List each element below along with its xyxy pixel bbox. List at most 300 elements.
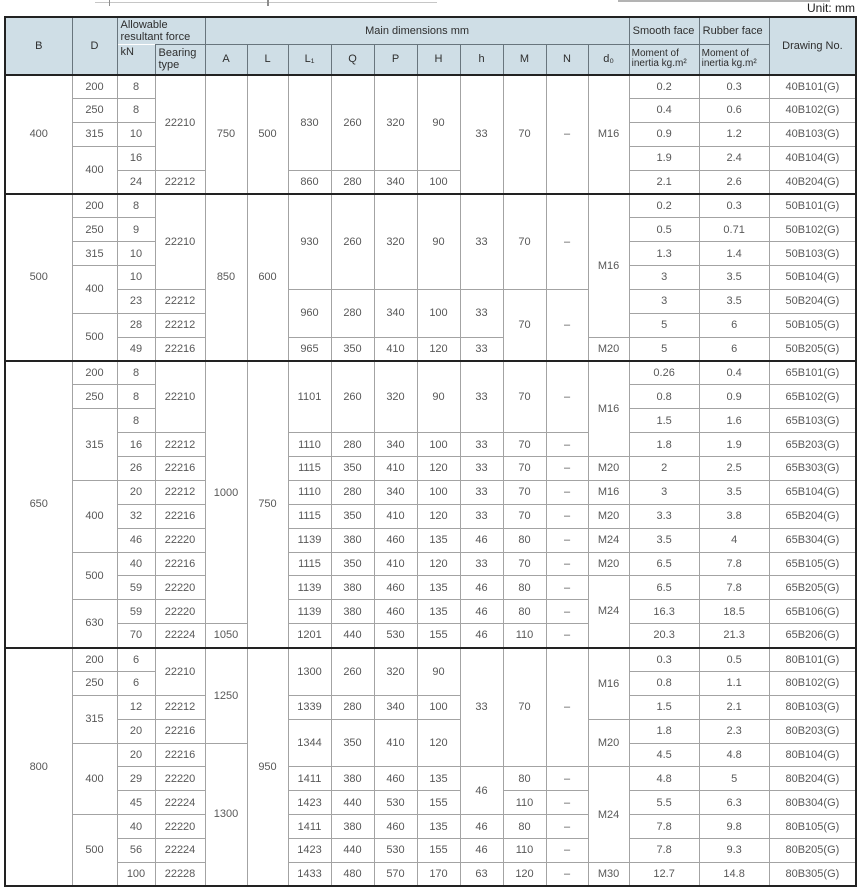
table-cell: 930 <box>288 194 331 290</box>
table-cell: 80B203(G) <box>769 719 856 743</box>
table-cell: 6 <box>699 313 769 337</box>
table-cell: 410 <box>374 552 417 576</box>
table-row <box>5 600 856 624</box>
table-cell: 22220 <box>155 576 205 600</box>
table-cell: 1000 <box>205 361 247 624</box>
table-cell: 3 <box>629 289 699 313</box>
table-cell: 120 <box>417 337 460 361</box>
table-row <box>5 624 856 648</box>
table-cell: 110 <box>503 624 546 648</box>
table-cell: 950 <box>247 648 288 887</box>
table-cell: 33 <box>460 480 503 504</box>
table-cell: 8 <box>117 194 155 218</box>
table-cell: 22210 <box>155 75 205 171</box>
col-header-b: B <box>5 17 72 75</box>
table-cell: 600 <box>247 194 288 361</box>
table-cell: 22216 <box>155 719 205 743</box>
table-cell: 22216 <box>155 337 205 361</box>
table-cell: 0.2 <box>629 75 699 99</box>
table-cell: 1110 <box>288 480 331 504</box>
table-cell: 5 <box>699 767 769 791</box>
table-cell: 65B104(G) <box>769 480 856 504</box>
table-row <box>5 791 856 815</box>
table-cell: 10 <box>117 242 155 266</box>
table-cell: 3.5 <box>629 528 699 552</box>
col-header-drawing-no: Drawing No. <box>769 17 856 75</box>
table-cell: 315 <box>72 242 117 266</box>
table-cell: 200 <box>72 75 117 99</box>
table-cell: 1.3 <box>629 242 699 266</box>
table-cell: 0.2 <box>629 194 699 218</box>
table-cell: 46 <box>460 528 503 552</box>
table-cell: 46 <box>460 576 503 600</box>
table-cell: 22220 <box>155 600 205 624</box>
table-cell: 530 <box>374 791 417 815</box>
col-header-dim-p: P <box>374 45 417 75</box>
table-cell: 1050 <box>205 624 247 648</box>
table-cell: 350 <box>331 337 374 361</box>
unit-label: Unit: mm <box>807 1 855 15</box>
table-cell: 22212 <box>155 289 205 313</box>
table-cell: 90 <box>417 361 460 433</box>
table-cell: 170 <box>417 862 460 886</box>
table-row <box>5 194 856 218</box>
table-cell: 630 <box>72 600 117 648</box>
table-cell: 460 <box>374 767 417 791</box>
table-cell: 410 <box>374 457 417 481</box>
table-row <box>5 695 856 719</box>
table-cell: 1139 <box>288 600 331 624</box>
table-cell: 5 <box>629 313 699 337</box>
table-cell: 410 <box>374 719 417 767</box>
table-row <box>5 504 856 528</box>
table-cell: 33 <box>460 75 503 194</box>
table-cell: 65B303(G) <box>769 457 856 481</box>
header-row-1 <box>5 17 856 45</box>
table-cell: 70 <box>503 457 546 481</box>
table-cell: 410 <box>374 504 417 528</box>
table-cell: 400 <box>5 75 72 194</box>
table-cell: 440 <box>331 839 374 863</box>
table-cell: 120 <box>417 504 460 528</box>
table-cell: 350 <box>331 552 374 576</box>
table-cell: 155 <box>417 839 460 863</box>
table-cell: 40B204(G) <box>769 170 856 194</box>
table-cell: 7.8 <box>629 815 699 839</box>
table-cell: – <box>546 457 588 481</box>
table-cell: 2 <box>629 457 699 481</box>
table-cell: – <box>546 552 588 576</box>
table-cell: 80B105(G) <box>769 815 856 839</box>
table-cell: 120 <box>417 457 460 481</box>
table-cell: M16 <box>588 361 629 457</box>
table-cell: 6.5 <box>629 576 699 600</box>
table-cell: 750 <box>205 75 247 194</box>
table-cell: 340 <box>374 289 417 337</box>
table-cell: – <box>546 815 588 839</box>
col-header-dim-h-upper: H <box>417 45 460 75</box>
table-cell: 56 <box>117 839 155 863</box>
table-cell: 70 <box>503 433 546 457</box>
table-cell: 380 <box>331 767 374 791</box>
table-cell: 63 <box>460 862 503 886</box>
table-cell: 500 <box>5 194 72 361</box>
table-cell: 80B304(G) <box>769 791 856 815</box>
table-cell: 1300 <box>205 743 247 886</box>
table-cell: 100 <box>417 170 460 194</box>
col-header-dim-n: N <box>546 45 588 75</box>
table-cell: 80B103(G) <box>769 695 856 719</box>
table-cell: 410 <box>374 337 417 361</box>
table-cell: 260 <box>331 194 374 290</box>
table-cell: 80 <box>503 528 546 552</box>
table-cell: 7.8 <box>699 576 769 600</box>
table-cell: 16.3 <box>629 600 699 624</box>
table-cell: 9.3 <box>699 839 769 863</box>
table-cell: 250 <box>72 218 117 242</box>
table-cell: 1139 <box>288 528 331 552</box>
table-cell: 440 <box>331 791 374 815</box>
table-row <box>5 648 856 672</box>
table-cell: M16 <box>588 648 629 720</box>
table-cell: 33 <box>460 337 503 361</box>
table-cell: 0.3 <box>699 194 769 218</box>
table-cell: 965 <box>288 337 331 361</box>
table-cell: 80 <box>503 767 546 791</box>
table-cell: 59 <box>117 576 155 600</box>
col-header-dim-d0: d₀ <box>588 45 629 75</box>
table-cell: 2.6 <box>699 170 769 194</box>
table-cell: 2.1 <box>629 170 699 194</box>
table-cell: 40 <box>117 552 155 576</box>
table-cell: – <box>546 433 588 457</box>
table-cell: 22224 <box>155 791 205 815</box>
table-cell: – <box>546 767 588 791</box>
table-cell: 1201 <box>288 624 331 648</box>
col-header-kn: kN <box>117 45 155 75</box>
table-cell: 1139 <box>288 576 331 600</box>
table-cell: 80B305(G) <box>769 862 856 886</box>
table-cell: 7.8 <box>699 552 769 576</box>
table-cell: 3.5 <box>699 480 769 504</box>
table-cell: 280 <box>331 289 374 337</box>
table-row <box>5 361 856 385</box>
table-cell: 0.9 <box>699 385 769 409</box>
table-cell: 50B102(G) <box>769 218 856 242</box>
table-cell: 65B206(G) <box>769 624 856 648</box>
table-cell: 10 <box>117 266 155 290</box>
table-cell: 16 <box>117 433 155 457</box>
table-cell: 33 <box>460 552 503 576</box>
table-cell: 500 <box>72 552 117 600</box>
table-cell: 1423 <box>288 839 331 863</box>
table-cell: 135 <box>417 600 460 624</box>
table-cell: 380 <box>331 528 374 552</box>
col-header-force-group: Allowable resultant force <box>117 17 205 45</box>
table-cell: 320 <box>374 194 417 290</box>
table-cell: 280 <box>331 480 374 504</box>
table-cell: 70 <box>117 624 155 648</box>
table-cell: 22212 <box>155 480 205 504</box>
table-cell: 20 <box>117 743 155 767</box>
table-cell: 65B101(G) <box>769 361 856 385</box>
table-cell: – <box>546 75 588 194</box>
table-cell: 22212 <box>155 313 205 337</box>
table-cell: 80B205(G) <box>769 839 856 863</box>
table-cell: 65B105(G) <box>769 552 856 576</box>
table-cell: 70 <box>503 648 546 767</box>
table-cell: 12 <box>117 695 155 719</box>
table-cell: 0.3 <box>629 648 699 672</box>
cropped-content-fragment <box>618 0 830 2</box>
table-cell: – <box>546 839 588 863</box>
table-cell: 65B203(G) <box>769 433 856 457</box>
table-cell: 1.8 <box>629 433 699 457</box>
table-cell: 90 <box>417 75 460 171</box>
table-cell: 70 <box>503 552 546 576</box>
table-cell: 750 <box>247 361 288 648</box>
table-cell: 380 <box>331 576 374 600</box>
table-cell: – <box>546 576 588 600</box>
table-cell: M16 <box>588 194 629 337</box>
table-cell: 1433 <box>288 862 331 886</box>
table-cell: 22210 <box>155 648 205 696</box>
table-cell: 440 <box>331 624 374 648</box>
table-cell: 110 <box>503 839 546 863</box>
table-cell: 2.5 <box>699 457 769 481</box>
table-cell: 1411 <box>288 767 331 791</box>
table-cell: 850 <box>205 194 247 361</box>
table-cell: M24 <box>588 528 629 552</box>
table-cell: 200 <box>72 194 117 218</box>
table-cell: 0.3 <box>699 75 769 99</box>
table-cell: 135 <box>417 815 460 839</box>
table-cell: 65B102(G) <box>769 385 856 409</box>
table-cell: 1250 <box>205 648 247 744</box>
table-cell: 135 <box>417 767 460 791</box>
table-cell: 860 <box>288 170 331 194</box>
table-cell: 70 <box>503 75 546 194</box>
table-cell: 40B104(G) <box>769 146 856 170</box>
table-cell: 40B103(G) <box>769 122 856 146</box>
table-cell: 1101 <box>288 361 331 433</box>
table-cell: – <box>546 648 588 767</box>
table-cell: 80B104(G) <box>769 743 856 767</box>
table-row <box>5 862 856 886</box>
col-header-bearing-type: Bearing type <box>155 45 205 75</box>
table-cell: 530 <box>374 839 417 863</box>
table-row <box>5 480 856 504</box>
table-cell: 3.5 <box>699 289 769 313</box>
table-body <box>5 75 856 887</box>
header-row-2 <box>5 45 856 75</box>
table-cell: 0.5 <box>699 648 769 672</box>
table-cell: 70 <box>503 480 546 504</box>
table-cell: 46 <box>117 528 155 552</box>
table-cell: 70 <box>503 289 546 361</box>
table-cell: 280 <box>331 433 374 457</box>
table-cell: M16 <box>588 480 629 504</box>
table-cell: 3.5 <box>699 266 769 290</box>
table-cell: 70 <box>503 504 546 528</box>
table-cell: 3.3 <box>629 504 699 528</box>
table-cell: 22224 <box>155 839 205 863</box>
table-cell: M20 <box>588 552 629 576</box>
table-row <box>5 170 856 194</box>
table-cell: 46 <box>460 815 503 839</box>
table-cell: 18.5 <box>699 600 769 624</box>
table-cell: 1110 <box>288 433 331 457</box>
table-cell: 1.8 <box>629 719 699 743</box>
table-cell: 460 <box>374 576 417 600</box>
table-cell: M30 <box>588 862 629 886</box>
cropped-content-tick <box>109 0 110 6</box>
table-cell: 40 <box>117 815 155 839</box>
table-cell: 5.5 <box>629 791 699 815</box>
table-cell: 22216 <box>155 743 205 767</box>
table-cell: M20 <box>588 337 629 361</box>
cropped-content-fragment <box>95 2 437 3</box>
table-cell: 1.5 <box>629 409 699 433</box>
table-cell: 50B104(G) <box>769 266 856 290</box>
table-row <box>5 552 856 576</box>
table-cell: 65B205(G) <box>769 576 856 600</box>
col-header-dim-m: M <box>503 45 546 75</box>
table-cell: 7.8 <box>629 839 699 863</box>
table-cell: 350 <box>331 719 374 767</box>
table-cell: 1411 <box>288 815 331 839</box>
table-cell: M20 <box>588 504 629 528</box>
table-cell: 1.9 <box>699 433 769 457</box>
table-cell: 500 <box>247 75 288 194</box>
col-header-dim-l1: L₁ <box>288 45 331 75</box>
table-cell: 22212 <box>155 433 205 457</box>
table-cell: 0.5 <box>629 218 699 242</box>
table-cell: 250 <box>72 98 117 122</box>
table-cell: 45 <box>117 791 155 815</box>
col-header-dim-q: Q <box>331 45 374 75</box>
table-cell: M20 <box>588 719 629 767</box>
table-cell: M24 <box>588 767 629 863</box>
table-cell: 320 <box>374 361 417 433</box>
table-cell: 49 <box>117 337 155 361</box>
table-cell: 120 <box>417 719 460 767</box>
table-cell: 0.9 <box>629 122 699 146</box>
table-cell: – <box>546 361 588 433</box>
table-cell: 22210 <box>155 361 205 433</box>
table-cell: 33 <box>460 289 503 337</box>
col-header-d: D <box>72 17 117 75</box>
table-cell: 22220 <box>155 767 205 791</box>
table-cell: 20 <box>117 480 155 504</box>
table-cell: 340 <box>374 695 417 719</box>
table-cell: 1344 <box>288 719 331 767</box>
table-cell: 0.8 <box>629 671 699 695</box>
table-cell: 80B102(G) <box>769 671 856 695</box>
table-cell: 1115 <box>288 504 331 528</box>
table-cell: 8 <box>117 409 155 433</box>
table-cell: 12.7 <box>629 862 699 886</box>
table-cell: 1.9 <box>629 146 699 170</box>
table-cell: 1423 <box>288 791 331 815</box>
table-cell: 340 <box>374 433 417 457</box>
table-cell: 33 <box>460 433 503 457</box>
table-cell: 80 <box>503 815 546 839</box>
table-cell: 40B102(G) <box>769 98 856 122</box>
table-cell: 200 <box>72 648 117 672</box>
table-cell: 6.3 <box>699 791 769 815</box>
table-cell: 260 <box>331 361 374 433</box>
table-header <box>5 17 856 75</box>
table-cell: 80B204(G) <box>769 767 856 791</box>
table-cell: 320 <box>374 648 417 696</box>
table-cell: 50B204(G) <box>769 289 856 313</box>
table-cell: 2.3 <box>699 719 769 743</box>
table-cell: 2.4 <box>699 146 769 170</box>
table-cell: 260 <box>331 75 374 171</box>
table-cell: 1339 <box>288 695 331 719</box>
table-row <box>5 337 856 361</box>
table-row <box>5 719 856 743</box>
table-cell: 380 <box>331 815 374 839</box>
table-cell: 6 <box>699 337 769 361</box>
table-cell: 6 <box>117 648 155 672</box>
table-cell: 260 <box>331 648 374 696</box>
col-header-rubber-face: Rubber face <box>699 17 769 45</box>
table-cell: 46 <box>460 600 503 624</box>
table-row <box>5 289 856 313</box>
table-cell: 59 <box>117 600 155 624</box>
table-cell: 110 <box>503 791 546 815</box>
table-cell: 100 <box>417 289 460 337</box>
table-cell: 1115 <box>288 457 331 481</box>
table-cell: 960 <box>288 289 331 337</box>
table-cell: 26 <box>117 457 155 481</box>
table-cell: 50B103(G) <box>769 242 856 266</box>
table-cell: 6 <box>117 671 155 695</box>
table-cell: – <box>546 791 588 815</box>
table-cell: 22224 <box>155 624 205 648</box>
table-cell: 500 <box>72 815 117 887</box>
table-cell: 16 <box>117 146 155 170</box>
table-cell: 20 <box>117 719 155 743</box>
table-cell: – <box>546 624 588 648</box>
table-cell: 80 <box>503 600 546 624</box>
table-cell: 2.1 <box>699 695 769 719</box>
table-cell: 22220 <box>155 528 205 552</box>
table-cell: 1.5 <box>629 695 699 719</box>
table-cell: 6.5 <box>629 552 699 576</box>
table-cell: 9 <box>117 218 155 242</box>
table-cell: 24 <box>117 170 155 194</box>
table-cell: 1.6 <box>699 409 769 433</box>
table-cell: 10 <box>117 122 155 146</box>
table-cell: 570 <box>374 862 417 886</box>
table-cell: 0.6 <box>699 98 769 122</box>
table-cell: 480 <box>331 862 374 886</box>
table-cell: 4.8 <box>699 743 769 767</box>
table-cell: – <box>546 862 588 886</box>
table-cell: 315 <box>72 122 117 146</box>
table-row <box>5 528 856 552</box>
table-cell: – <box>546 194 588 290</box>
col-header-main-dimensions: Main dimensions mm <box>205 17 629 45</box>
table-cell: 46 <box>460 839 503 863</box>
table-cell: 0.4 <box>699 361 769 385</box>
table-row <box>5 576 856 600</box>
table-cell: 22216 <box>155 552 205 576</box>
table-cell: 400 <box>72 743 117 815</box>
